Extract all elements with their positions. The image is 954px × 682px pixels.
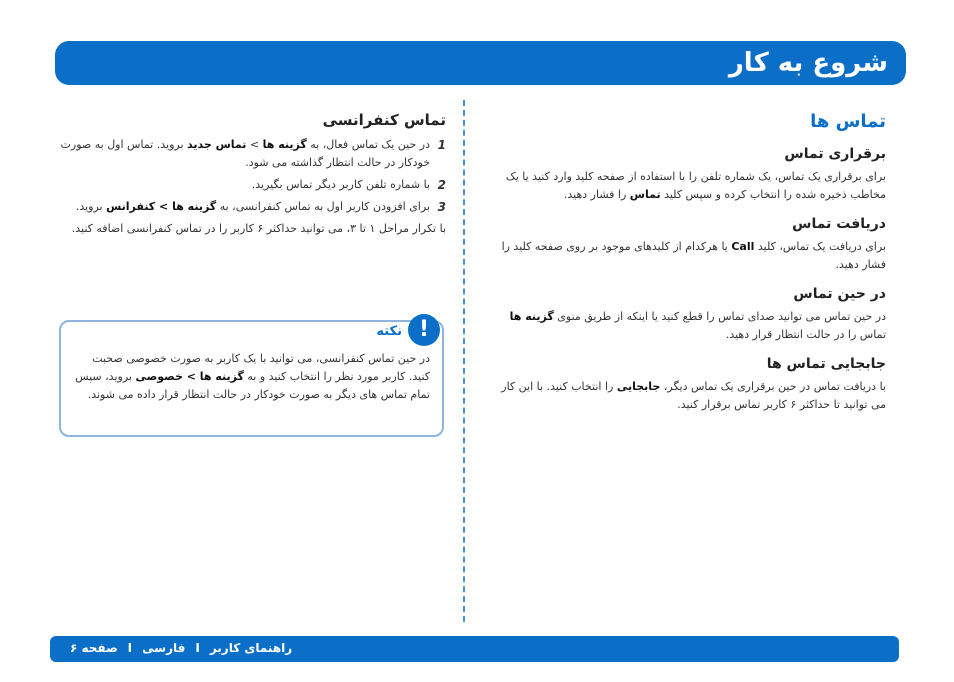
note-box [59, 317, 444, 437]
footer-page-number: صفحه ۶ [70, 641, 118, 655]
section-title: دریافت تماس [792, 216, 886, 232]
call-key-term: تماس [629, 188, 661, 201]
footer-language: فارسی [142, 641, 186, 655]
conference-after-text: با تکرار مراحل ۱ تا ۳، می توانید حداکثر ۶ کاربر را در تماس کنفرانسی اضافه کنید. [71, 222, 446, 235]
section-make-call [500, 144, 886, 204]
section-title: برقراری تماس [784, 146, 886, 162]
section-text: با دریافت تماس در حین برقراری یک تماس دیگر، جابجایی را انتخاب کنید. با این کار می توانید تا حداکثر ۶ کاربر تماس برقرار کنید. [501, 380, 886, 411]
footer-separator: I [127, 641, 133, 655]
footer-bar [50, 636, 899, 662]
calls-heading: تماس ها [810, 111, 886, 132]
section-during-call [500, 284, 886, 344]
footer-text [70, 641, 292, 655]
calls-column [500, 110, 886, 424]
step-number: 1 [437, 138, 446, 152]
call-key-term: Call [731, 240, 755, 253]
options-term: گزینه ها [509, 310, 554, 323]
section-title: در حین تماس [793, 286, 886, 302]
section-text: برای برقراری یک تماس، یک شماره تلفن را با استفاده از صفحه کلید وارد کنید یا یک مخاطب ذخیره شده را انتخاب کرده و سپس کلید تماس را فشار دهید. [505, 170, 886, 201]
step-number: 2 [437, 178, 446, 192]
note-text: در حین تماس کنفرانسی، می توانید با یک کاربر به صورت خصوصی صحبت کنید. کاربر مورد نظر را انتخاب کنید و به گزینه ها > خصوصی بروید، سپس تمام تماس های دیگر به صورت خودکار در حالت انتظار قرار داده می شوند. [75, 352, 430, 401]
step-text: با شماره تلفن کاربر دیگر تماس بگیرید. [251, 178, 430, 191]
section-text: در حین تماس می توانید صدای تماس را قطع کنید یا اینکه از طریق منوی گزینه ها تماس را در حالت انتظار قرار دهید. [509, 310, 886, 341]
step-number: 3 [437, 200, 446, 214]
section-swap-calls [500, 354, 886, 414]
conference-column [60, 110, 446, 248]
section-text: برای دریافت یک تماس، کلید Call یا هرکدام از کلیدهای موجود بر روی صفحه کلید را فشار دهید. [501, 240, 886, 271]
footer-guide: راهنمای کاربر [209, 641, 293, 655]
note-label: نکته [376, 324, 402, 339]
footer-separator: I [195, 641, 200, 655]
column-divider [463, 100, 465, 622]
section-title: جابجایی تماس ها [766, 356, 886, 372]
exclamation-icon: ! [408, 314, 440, 346]
swap-term: جابجایی [616, 380, 661, 393]
step-item [60, 198, 446, 216]
header-bar [55, 41, 906, 85]
step-text: برای افزودن کاربر اول به تماس کنفرانسی، به گزینه ها > کنفرانس بروید. [75, 200, 430, 213]
step-text: در حین یک تماس فعال، به گزینه ها > تماس جدید بروید. تماس اول به صورت خودکار در حالت انتظار گذاشته می شود. [60, 138, 430, 169]
step-item [60, 176, 446, 194]
conference-heading: تماس کنفرانسی [322, 111, 446, 129]
page-title: شروع به کار [728, 48, 888, 78]
step-item [60, 136, 446, 172]
section-receive-call [500, 214, 886, 274]
